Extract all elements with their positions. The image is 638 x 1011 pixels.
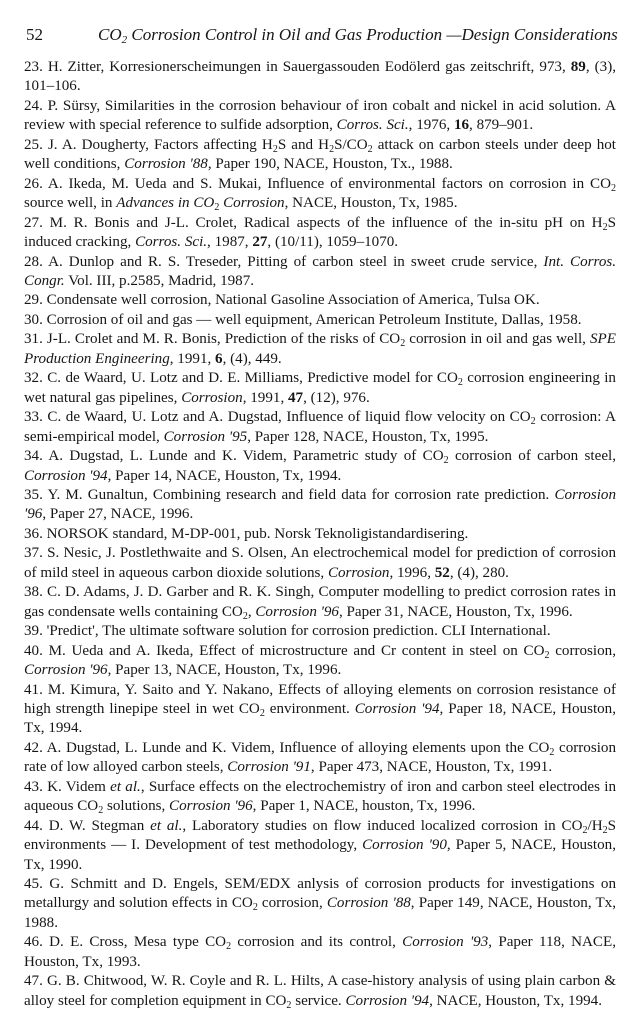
subscript: 2 bbox=[611, 182, 616, 194]
reference-text: 36. NORSOK standard, M-DP-001, pub. Norsk Teknoligistandardisering. bbox=[24, 525, 469, 542]
reference-text: Corrosion '94 bbox=[345, 992, 430, 1009]
reference-text: corrosion in oil and gas well, bbox=[405, 331, 590, 348]
reference-text: Corrosion '96 bbox=[24, 662, 108, 679]
running-head bbox=[98, 25, 618, 46]
reference-entry bbox=[24, 311, 616, 330]
reference-text: corrosion of carbon steel, bbox=[448, 448, 616, 465]
reference-text: 41. M. Kimura, Y. Saito and Y. Nakano, Effects of alloying elements on corrosion resistance of high strength linepipe steel in wet CO bbox=[24, 681, 616, 717]
reference-text: , 879–901. bbox=[469, 117, 534, 134]
reference-text: , NACE, Houston, Tx, 1994. bbox=[429, 992, 602, 1009]
reference-text: 42. A. Dugstad, L. Lunde and K. Videm, Influence of alloying elements upon the CO bbox=[24, 739, 550, 756]
reference-text: 26. A. Ikeda, M. Ueda and S. Mukai, Influence of environmental factors on corrosion in CO bbox=[24, 175, 611, 192]
reference-text: , 1991, bbox=[242, 389, 288, 406]
reference-entry bbox=[24, 583, 616, 622]
reference-entry bbox=[24, 486, 616, 525]
reference-entry bbox=[24, 875, 616, 933]
reference-text: , Paper 14, NACE, Houston, Tx, 1994. bbox=[107, 467, 342, 484]
reference-text: et al. bbox=[110, 778, 141, 795]
reference-text: , Paper 128, NACE, Houston, Tx, 1995. bbox=[247, 428, 489, 445]
reference-text: , 1991, bbox=[169, 350, 216, 367]
reference-text: Corros. Sci. bbox=[336, 117, 409, 134]
running-head-subscript: 2 bbox=[121, 34, 128, 46]
reference-text: 89 bbox=[570, 59, 586, 75]
reference-entry bbox=[24, 330, 616, 369]
reference-text: 29. Condensate well corrosion, National Gasoline Association of America, Tulsa OK. bbox=[24, 292, 540, 309]
reference-entry bbox=[24, 369, 616, 408]
reference-text: corrosion: A semi-empirical model, bbox=[24, 409, 616, 445]
reference-text: Corrosion '88 bbox=[124, 156, 208, 173]
reference-text: 32. C. de Waard, U. Lotz and D. E. Milliams, Predictive model for CO bbox=[24, 370, 458, 387]
reference-entry bbox=[24, 214, 616, 253]
reference-text: S induced cracking, bbox=[24, 214, 616, 251]
reference-text: , Paper 31, NACE, Houston, Tx, 1996. bbox=[338, 603, 573, 620]
subscript: 2 bbox=[602, 221, 608, 233]
running-head-rest: Corrosion Control in Oil and Gas Production —Design Considerations bbox=[127, 25, 618, 44]
reference-text: 35. Y. M. Gunaltun, Combining research and field data for corrosion rate prediction. bbox=[24, 486, 555, 503]
subscript: 2 bbox=[252, 902, 258, 914]
reference-entry bbox=[24, 408, 616, 447]
reference-text: 47 bbox=[287, 389, 304, 406]
reference-text: solutions, bbox=[103, 798, 170, 815]
reference-text: Corrosion '94 bbox=[24, 467, 108, 484]
reference-entry bbox=[24, 175, 616, 214]
reference-text: , Paper 190, NACE, Houston, Tx., 1988. bbox=[207, 156, 453, 173]
subscript: 2 bbox=[602, 824, 608, 836]
reference-text: , (12), 976. bbox=[303, 389, 370, 406]
reference-text: , NACE, Houston, Tx, 1985. bbox=[284, 195, 458, 212]
reference-text: 6 bbox=[215, 350, 223, 367]
reference-text: 31. J-L. Crolet and M. R. Bonis, Prediction of the risks of CO bbox=[24, 331, 401, 348]
subscript: 2 bbox=[457, 377, 463, 389]
reference-text: Corrosion '94 bbox=[354, 700, 440, 717]
reference-text: , (10/11), 1059–1070. bbox=[267, 234, 399, 251]
reference-text: , Paper 1, NACE, houston, Tx, 1996. bbox=[252, 798, 476, 815]
reference-text: 38. C. D. Adams, J. D. Garber and R. K. Singh, Computer modelling to predict corrosion rates in gas condensate wells containing CO bbox=[24, 584, 616, 620]
reference-text: , 1976, bbox=[408, 117, 454, 134]
reference-text: 25. J. A. Dougherty, Factors affecting H bbox=[24, 136, 273, 153]
reference-text: corrosion engineering in wet natural gas pipelines, bbox=[24, 370, 616, 406]
reference-text: corrosion, bbox=[257, 895, 327, 912]
reference-text: Int. Corros. Congr. bbox=[24, 253, 617, 289]
reference-text: Corrosion '96 bbox=[24, 486, 616, 523]
reference-text: et al. bbox=[150, 817, 183, 834]
running-head-co: CO bbox=[98, 25, 122, 44]
reference-text: 23. H. Zitter, Korresionerscheimungen in Sauergassouden Eodölerd gas zeitschrift, 973, bbox=[24, 59, 571, 75]
reference-text: Corrosion '96 bbox=[255, 603, 339, 620]
reference-text: Corrosion '91 bbox=[227, 759, 311, 776]
reference-text: , 1996, bbox=[389, 564, 435, 581]
reference-text: SPE Production Engineering bbox=[24, 331, 616, 367]
reference-text: , Laboratory studies on flow induced localized corrosion in CO bbox=[182, 817, 583, 834]
reference-entry bbox=[24, 622, 616, 641]
reference-entry bbox=[24, 58, 616, 97]
reference-text: , (3), 101–106. bbox=[24, 59, 616, 95]
reference-entry bbox=[24, 642, 616, 681]
subscript: 2 bbox=[242, 610, 248, 622]
page-header bbox=[24, 22, 616, 48]
reference-text: corrosion and its control, bbox=[231, 934, 403, 951]
reference-text: 27. M. R. Bonis and J-L. Crolet, Radical aspects of the influence of the in-situ pH on H bbox=[24, 214, 603, 231]
subscript: 2 bbox=[367, 143, 373, 155]
reference-text: 33. C. de Waard, U. Lotz and A. Dugstad, Influence of liquid flow velocity on CO bbox=[24, 409, 531, 426]
reference-text: S/CO bbox=[334, 136, 368, 153]
page-number: 52 bbox=[26, 25, 43, 44]
reference-text: , Paper 149, NACE, Houston, Tx, 1988. bbox=[24, 895, 617, 931]
reference-list bbox=[24, 58, 616, 1011]
reference-text: Corrosion '96 bbox=[169, 798, 253, 815]
subscript: 2 bbox=[98, 805, 104, 817]
subscript: 2 bbox=[286, 999, 292, 1011]
reference-text: S environments — I. Development of test methodology, bbox=[24, 817, 616, 854]
reference-text: corrosion rate of low alloyed carbon steels, bbox=[24, 739, 616, 776]
subscript: 2 bbox=[272, 143, 278, 155]
reference-text: service. bbox=[291, 992, 346, 1009]
reference-entry bbox=[24, 739, 616, 778]
reference-text: 47. G. B. Chitwood, W. R. Coyle and R. L. Hilts, A case-history analysis of using plain carbon & alloy steel for completion equipment in CO bbox=[24, 973, 616, 1009]
reference-text: 45. G. Schmitt and D. Engels, SEM/EDX anlysis of corrosion products for investigations on metallurgy and solution effects in CO bbox=[24, 876, 616, 912]
reference-text: , Paper 118, NACE, Houston, Tx, 1993. bbox=[24, 934, 616, 970]
reference-text: 39. 'Predict', The ultimate software solution for corrosion prediction. CLI International. bbox=[24, 623, 551, 640]
reference-text: 40. M. Ueda and A. Ikeda, Effect of microstructure and Cr content in steel on CO bbox=[24, 642, 545, 659]
reference-text: Corrosion bbox=[327, 564, 390, 581]
reference-text: 27 bbox=[252, 234, 268, 251]
reference-entry bbox=[24, 933, 616, 972]
reference-entry bbox=[24, 97, 616, 136]
reference-text: 52 bbox=[434, 564, 450, 581]
reference-entry bbox=[24, 136, 616, 175]
reference-entry bbox=[24, 291, 616, 310]
subscript: 2 bbox=[226, 941, 232, 953]
subscript: 2 bbox=[582, 824, 588, 836]
reference-text: /H bbox=[587, 817, 603, 834]
reference-text: Corrosion '95 bbox=[163, 428, 248, 445]
reference-text: corrosion, bbox=[549, 642, 616, 659]
reference-text: , Paper 13, NACE, Houston, Tx, 1996. bbox=[107, 662, 342, 679]
reference-entry bbox=[24, 544, 616, 583]
reference-text: , Surface effects on the electrochemistry of iron and carbon steel electrodes in aqueous CO bbox=[24, 778, 616, 815]
reference-entry bbox=[24, 681, 616, 739]
reference-text: Corros. Sci. bbox=[135, 234, 208, 251]
subscript: 2 bbox=[259, 707, 265, 719]
subscript: 2 bbox=[544, 649, 550, 661]
reference-text: Corrosion bbox=[181, 389, 243, 406]
reference-text: Corrosion '90 bbox=[362, 837, 447, 854]
subscript: 2 bbox=[443, 455, 449, 467]
reference-text: 43. K. Videm bbox=[24, 778, 111, 795]
reference-text: 44. D. W. Stegman bbox=[24, 817, 151, 834]
reference-text: 28. A. Dunlop and R. S. Treseder, Pitting of carbon steel in sweet crude service, bbox=[24, 253, 544, 270]
reference-text: , 1987, bbox=[207, 234, 253, 251]
subscript: 2 bbox=[329, 143, 335, 155]
reference-entry bbox=[24, 253, 616, 292]
subscript: 2 bbox=[214, 202, 220, 214]
subscript: 2 bbox=[530, 416, 536, 428]
reference-text: attack on carbon steels under deep hot well conditions, bbox=[24, 136, 616, 173]
reference-text: , bbox=[247, 603, 256, 620]
reference-text: 30. Corrosion of oil and gas — well equipment, American Petroleum Institute, Dallas, 1958. bbox=[24, 311, 582, 328]
reference-text: , (4), 449. bbox=[222, 350, 282, 367]
reference-text: , Paper 18, NACE, Houston, Tx, 1994. bbox=[24, 700, 617, 737]
reference-text: 37. S. Nesic, J. Postlethwaite and S. Olsen, An electrochemical model for prediction of corrosion of mild steel in aqueous carbon dioxide solutions, bbox=[24, 545, 616, 581]
reference-text: source well, in bbox=[24, 195, 117, 212]
reference-text: Advances in CO bbox=[116, 195, 215, 212]
reference-text: , Paper 5, NACE, Houston, Tx, 1990. bbox=[24, 837, 616, 873]
reference-text: 46. D. E. Cross, Mesa type CO bbox=[24, 934, 227, 951]
reference-entry bbox=[24, 778, 616, 817]
reference-text: Corrosion '93 bbox=[402, 934, 489, 951]
subscript: 2 bbox=[400, 338, 406, 350]
reference-text: Vol. III, p.2585, Madrid, 1987. bbox=[64, 272, 255, 289]
reference-text: 34. A. Dugstad, L. Lunde and K. Videm, Parametric study of CO bbox=[24, 448, 444, 465]
reference-text: Corrosion '88 bbox=[326, 895, 411, 912]
reference-text: 16 bbox=[453, 117, 470, 134]
reference-entry bbox=[24, 972, 616, 1011]
reference-text: , Paper 473, NACE, Houston, Tx, 1991. bbox=[310, 759, 553, 776]
reference-text: environment. bbox=[264, 700, 355, 717]
reference-text: Corrosion bbox=[219, 195, 285, 212]
reference-text: , (4), 280. bbox=[449, 564, 509, 581]
reference-text: S and H bbox=[277, 136, 330, 153]
subscript: 2 bbox=[549, 746, 555, 758]
reference-text: 24. P. Sürsy, Similarities in the corrosion behaviour of iron cobalt and nickel in acid solution. A review with special reference to sulfide adsorption, bbox=[24, 97, 616, 134]
reference-entry bbox=[24, 525, 616, 544]
reference-text: , Paper 27, NACE, 1996. bbox=[42, 506, 194, 523]
reference-entry bbox=[24, 817, 616, 875]
reference-entry bbox=[24, 447, 616, 486]
